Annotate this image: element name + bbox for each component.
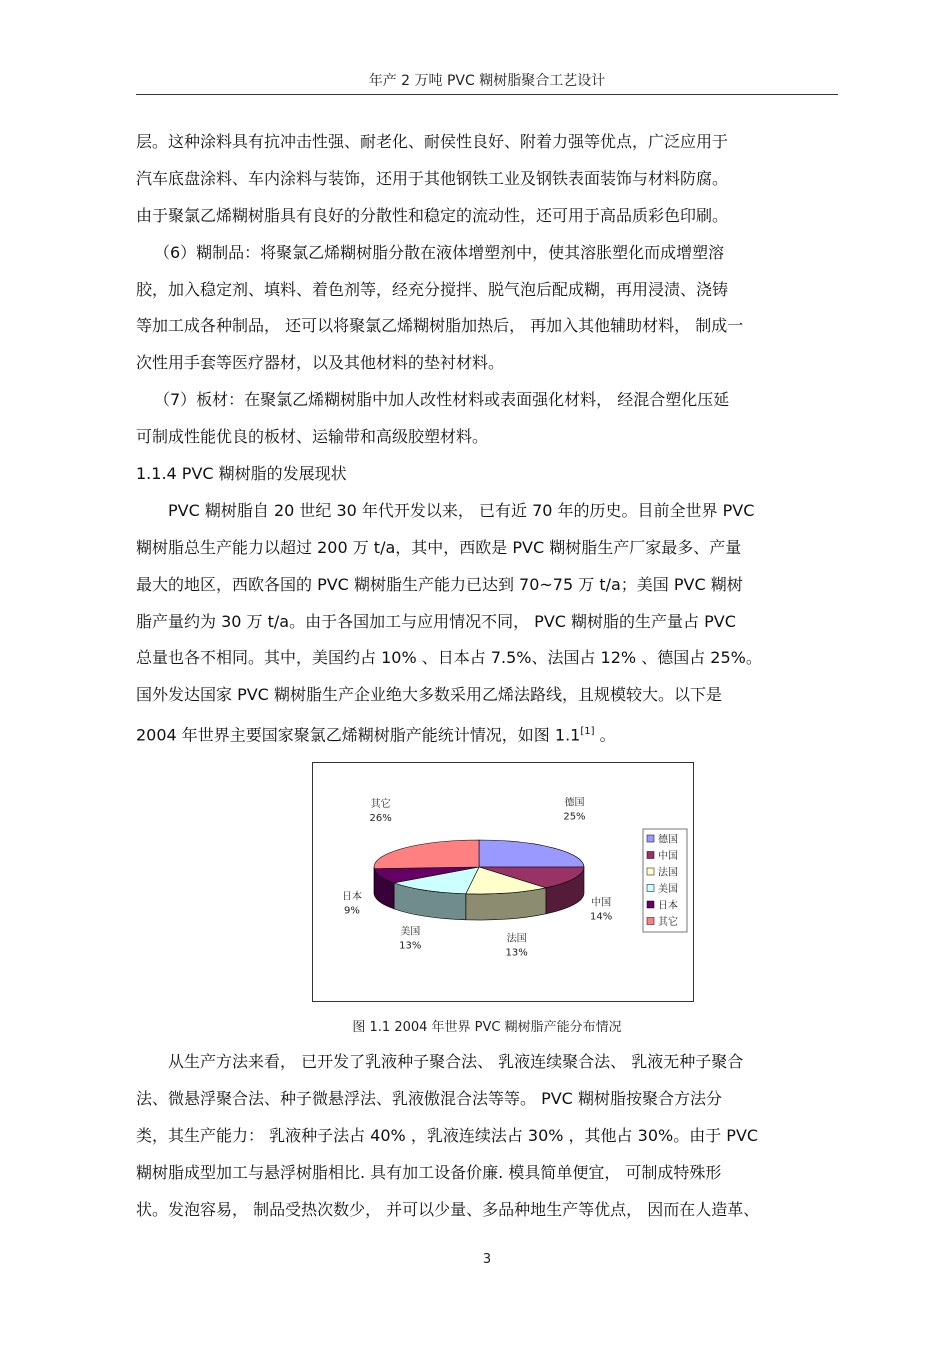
pie-label-name: 美国: [400, 926, 421, 938]
para2-line: 胶，加入稳定剂、填料、着色剂等，经充分搅拌、脱气泡后配成糊，再用浸渍、浇铸: [136, 279, 729, 299]
pie-label-name: 中国: [591, 897, 612, 909]
legend-swatch-其它: [647, 918, 654, 925]
pie-label-name: 法国: [506, 933, 527, 945]
pie-label-value: 13%: [505, 947, 528, 959]
pie-chart-figure: [312, 762, 694, 1002]
para1-line: 由于聚氯乙烯糊树脂具有良好的分散性和稳定的流动性，还可用于高品质彩色印刷。: [136, 205, 729, 225]
legend-label-法国: 法国: [658, 867, 678, 879]
body-text-bottom: [136, 1044, 838, 1228]
body-text-top: [136, 124, 838, 751]
para5-line: 从生产方法来看， 已开发了乳液种子聚合法、 乳液连续聚合法、 乳液无种子聚合: [168, 1052, 744, 1071]
legend-label-中国: 中国: [658, 851, 678, 862]
chart-legend: [643, 829, 687, 932]
pie-label-value: 9%: [344, 905, 360, 917]
legend-label-日本: 日本: [658, 900, 678, 912]
legend-swatch-德国: [647, 835, 654, 842]
pie-label-value: 25%: [563, 811, 586, 823]
pie-chart: [313, 763, 693, 1001]
para1-line: 层。这种涂料具有抗冲击性强、耐老化、耐侯性良好、附着力强等优点，广泛应用于: [136, 132, 729, 151]
para4-line: 最大的地区，西欧各国的 PVC 糊树脂生产能力已达到 70~75 万 t/a；美国 PVC 糊树: [136, 574, 743, 594]
running-header: 年产 2 万吨 PVC 糊树脂聚合工艺设计: [368, 73, 606, 89]
section-title: 1.1.4 PVC 糊树脂的发展现状: [136, 464, 347, 484]
legend-swatch-法国: [647, 868, 654, 875]
para4-line: 脂产量约为 30 万 t/a。由于各国加工与应用情况不同， PVC 糊树脂的生产量占 PVC: [136, 611, 736, 631]
para4-line: 国外发达国家 PVC 糊树脂生产企业绝大多数采用乙烯法路线，且规模较大。以下是: [136, 685, 722, 705]
para1-line: 汽车底盘涂料、车内涂料与装饰，还用于其他钢铁工业及钢铁表面装饰与材料防腐。: [136, 168, 729, 188]
pie-label-value: 14%: [590, 911, 613, 923]
pie-label-name: 德国: [564, 797, 585, 809]
para3-line: （7）板材：在聚氯乙烯糊树脂中加人改性材料或表面强化材料， 经混合塑化压延: [154, 390, 730, 410]
para4-line: 糊树脂总生产能力以超过 200 万 t/a，其中，西欧是 PVC 糊树脂生产厂家最多、产量: [136, 537, 742, 557]
pie-label-name: 其它: [370, 799, 391, 811]
legend-label-其它: 其它: [658, 917, 678, 928]
pie-label-value: 13%: [399, 940, 422, 952]
para4-line: [136, 714, 838, 751]
para2-line: （6）糊制品：将聚氯乙烯糊树脂分散在液体增塑剂中，使其溶胀塑化而成增塑溶: [154, 242, 725, 262]
pie-label-name: 日本: [341, 891, 362, 903]
para4-line: PVC 糊树脂自 20 世纪 30 年代开发以来， 已有近 70 年的历史。目前全世界 PVC: [168, 500, 755, 520]
para5-line: 类，其生产能力： 乳液种子法占 40% ，乳液连续法占 30% ，其他占 30%。由于 PVC: [136, 1125, 759, 1145]
para2-line: 等加工成各种制品， 还可以将聚氯乙烯糊树脂加热后， 再加入其他辅助材料， 制成一: [136, 316, 744, 336]
page-number: 3: [482, 1252, 492, 1267]
pie-label-value: 26%: [369, 813, 392, 825]
legend-swatch-中国: [647, 852, 654, 859]
legend-label-美国: 美国: [658, 884, 678, 895]
citation-ref[interactable]: [1]: [580, 726, 595, 738]
figure-caption: 图 1.1 2004 年世界 PVC 糊树脂产能分布情况: [352, 1020, 622, 1035]
legend-swatch-美国: [647, 885, 654, 892]
legend-swatch-日本: [647, 901, 654, 908]
para5-line: 状。发泡容易， 制品受热次数少， 并可以少量、多品种地生产等优点， 因而在人造革、: [136, 1199, 760, 1219]
para3-line: 可制成性能优良的板材、运输带和高级胶塑材料。: [136, 427, 489, 447]
para5-line: 糊树脂成型加工与悬浮树脂相比. 具有加工设备价廉. 模具简单便宜， 可制成特殊形: [136, 1162, 722, 1182]
para4-last-text: 2004 年世界主要国家聚氯乙烯糊树脂产能统计情况，如图 1.1: [136, 725, 581, 745]
para4-last-end: 。: [594, 725, 616, 745]
para2-line: 次性用手套等医疗器材，以及其他材料的垫衬材料。: [136, 353, 505, 373]
pie-slice-其它: [374, 840, 479, 869]
legend-label-德国: 德国: [658, 834, 678, 846]
para5-line: 法、微悬浮聚合法、种子微悬浮法、乳液傲混合法等等。 PVC 糊树脂按聚合方法分: [136, 1088, 722, 1108]
pie-slice-德国: [479, 840, 584, 867]
header-rule: [136, 94, 838, 95]
para4-line: 总量也各不相同。其中，美国约占 10% 、日本占 7.5%、法国占 12% 、德国占 25%。: [136, 648, 762, 668]
